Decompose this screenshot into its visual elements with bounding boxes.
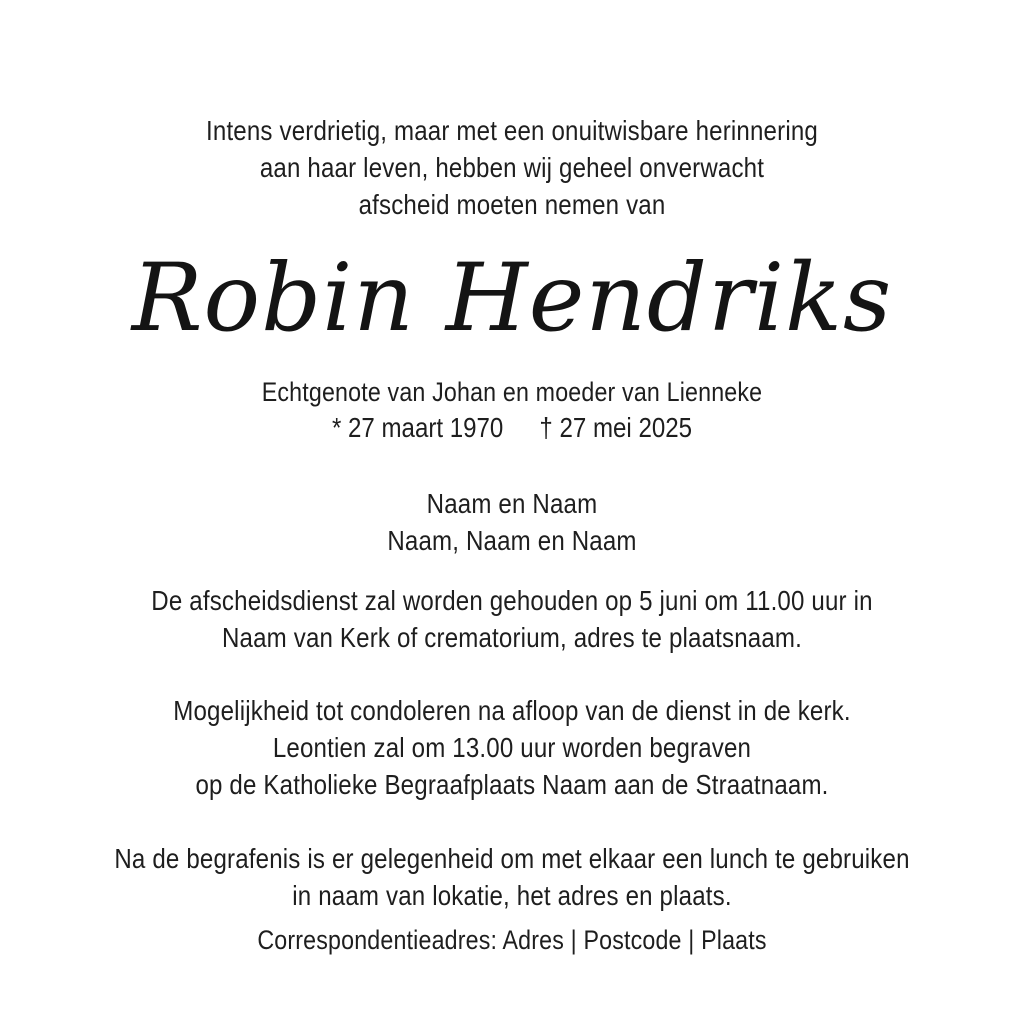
opening-line-1: Intens verdrietig, maar met een onuitwisbare herinnering xyxy=(206,115,818,146)
service-line-1: De afscheidsdienst zal worden gehouden op 5 juni om 11.00 uur in xyxy=(151,585,873,616)
condolence-line-2: Leontien zal om 13.00 uur worden begraven xyxy=(272,732,752,763)
death-date: † 27 mei 2025 xyxy=(539,412,693,443)
service-line-2: Naam van Kerk of crematorium, adres te plaatsnaam. xyxy=(221,622,803,653)
family-names xyxy=(0,485,1024,559)
condolence-paragraph xyxy=(0,692,1024,803)
opening-text xyxy=(0,112,1024,223)
dates-line xyxy=(72,410,953,446)
lunch-line-1: Na de begrafenis is er gelegenheid om met elkaar een lunch te gebruiken xyxy=(114,843,910,874)
family-line-2: Naam, Naam en Naam xyxy=(387,525,637,556)
lunch-line-2: in naam van lokatie, het adres en plaats. xyxy=(292,880,732,911)
condolence-line-1: Mogelijkheid tot condoleren na afloop van de dienst in de kerk. xyxy=(173,695,851,726)
family-line-1: Naam en Naam xyxy=(426,488,598,519)
service-paragraph xyxy=(0,582,1024,656)
birth-date: * 27 maart 1970 xyxy=(331,412,504,443)
condolence-line-3: op de Katholieke Begraafplaats Naam aan de Straatnaam. xyxy=(195,769,829,800)
opening-line-3: afscheid moeten nemen van xyxy=(358,189,666,220)
opening-line-2: aan haar leven, hebben wij geheel onverwacht xyxy=(259,152,765,183)
correspondence-line: Correspondentieadres: Adres | Postcode | Plaats xyxy=(257,925,767,955)
deceased-name: Robin Hendriks xyxy=(131,244,893,353)
lunch-paragraph xyxy=(0,840,1024,914)
relation-line: Echtgenote van Johan en moeder van Lienneke xyxy=(261,377,763,407)
